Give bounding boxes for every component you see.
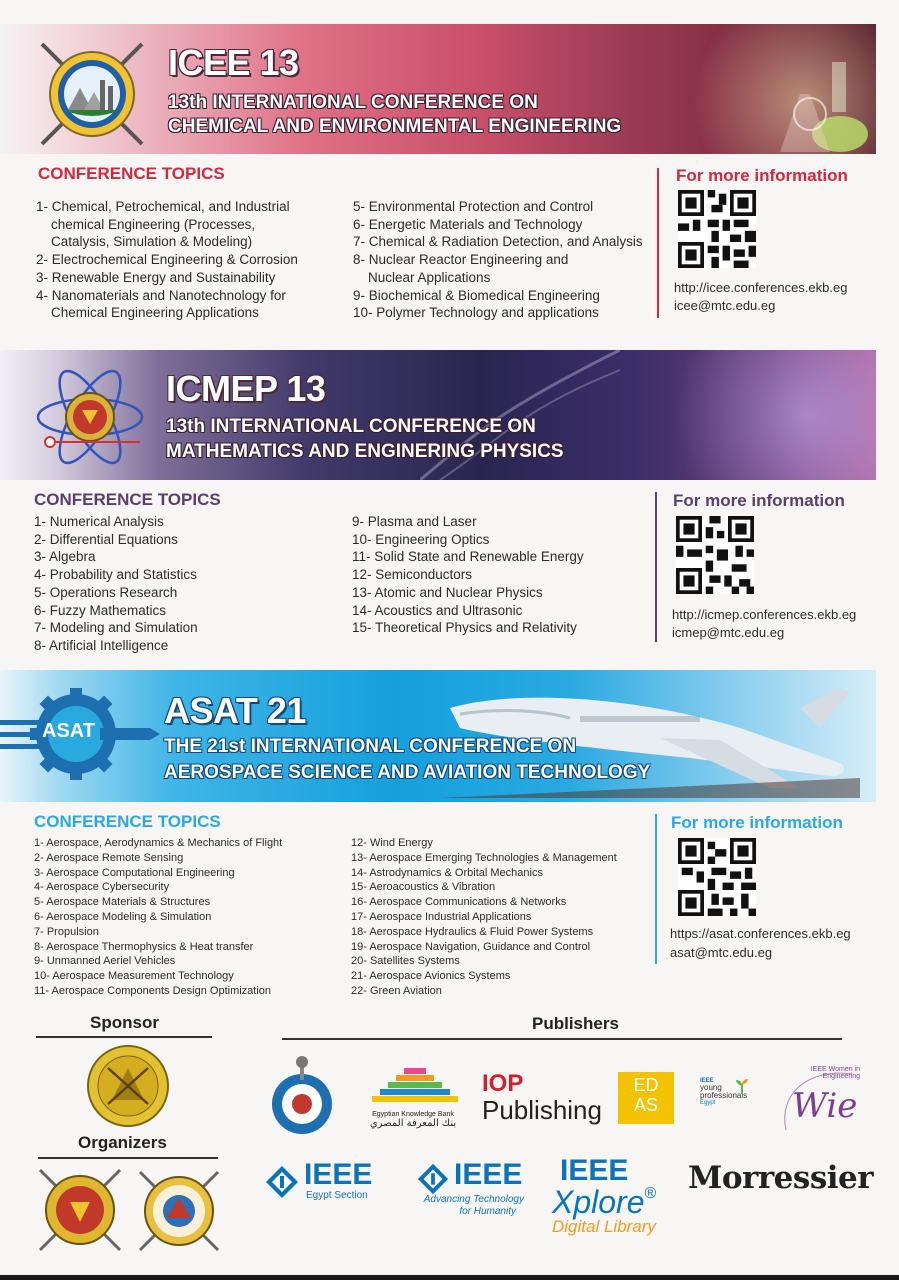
flask-icon — [770, 44, 870, 154]
icee-qr-code-icon — [678, 190, 756, 268]
xplore-word: Xplore — [552, 1184, 645, 1220]
wie-logo-text: Wie — [792, 1086, 858, 1126]
topic-item: chemical Engineering (Processes, — [36, 216, 256, 232]
icee-title-line1: 13th INTERNATIONAL CONFERENCE ON — [168, 92, 538, 113]
icmep-title-line1: 13th INTERNATIONAL CONFERENCE ON — [166, 416, 536, 437]
icee-banner — [0, 24, 876, 154]
topic-item: Catalysis, Simulation & Modeling) — [36, 234, 253, 250]
topic-item: 8- Nuclear Reactor Engineering and — [353, 252, 569, 268]
icee-info-heading: For more information — [676, 166, 848, 185]
sponsor-emblem-icon — [86, 1044, 170, 1128]
asat-email[interactable]: asat@mtc.edu.eg — [670, 945, 773, 960]
topic-item: 4- Aerospace Cybersecurity — [34, 881, 170, 894]
icee-title-line2: CHEMICAL AND ENVIRONMENTAL ENGINEERING — [168, 116, 622, 137]
asat-title-line2: AEROSPACE SCIENCE AND AVIATION TECHNOLOGY — [164, 762, 651, 783]
icmep-topics-right — [352, 513, 584, 637]
icmep-email[interactable]: icmep@mtc.edu.eg — [672, 625, 785, 640]
topic-item: 13- Atomic and Nuclear Physics — [352, 584, 543, 600]
topic-item: 5- Environmental Protection and Control — [353, 199, 594, 214]
topic-item: 3- Aerospace Computational Engineering — [34, 866, 235, 879]
topic-item: 10- Polymer Technology and applications — [353, 305, 599, 321]
asat-qr-code-icon — [678, 838, 756, 916]
topic-item: 8- Aerospace Thermophysics & Heat transfer — [34, 940, 254, 953]
asat-divider — [655, 814, 657, 964]
organizers-underline — [38, 1157, 218, 1159]
icee-topics-section — [0, 160, 899, 345]
topic-item: 22- Green Aviation — [351, 984, 442, 997]
icmep-topics-heading: CONFERENCE TOPICS — [34, 490, 221, 509]
topic-item: 16- Aerospace Communications & Networks — [351, 896, 567, 909]
topic-item: 21- Aerospace Avionics Systems — [351, 970, 511, 983]
icmep-topics-section — [0, 486, 899, 666]
topic-item: 11- Aerospace Components Design Optimization — [34, 984, 272, 997]
atom-emblem-icon — [28, 362, 148, 472]
edas-line1: ED — [633, 1075, 659, 1095]
yp-young: young — [700, 1083, 722, 1092]
topic-item: 3- Renewable Energy and Sustainability — [36, 269, 276, 285]
ieee-young-professionals-logo — [700, 1078, 764, 1106]
topic-item: 5- Operations Research — [34, 584, 178, 600]
edas-logo — [618, 1072, 674, 1124]
icmep-divider — [655, 492, 657, 642]
icmep-info-heading: For more information — [673, 491, 845, 510]
asat-title-line1: THE 21st INTERNATIONAL CONFERENCE ON — [164, 736, 577, 757]
icee-emblem-icon — [34, 36, 150, 152]
topic-item: 9- Biochemical & Biomedical Engineering — [353, 287, 600, 303]
ieee-adv-main: IEEE — [454, 1158, 523, 1191]
topic-item: 9- Unmanned Aeriel Vehicles — [34, 955, 176, 968]
asat-topics-heading: CONFERENCE TOPICS — [34, 812, 221, 831]
topic-item: 1- Numerical Analysis — [34, 514, 164, 529]
topic-item: 6- Aerospace Modeling & Simulation — [34, 910, 212, 923]
topic-item: 10- Aerospace Measurement Technology — [34, 970, 234, 983]
ieee-diamond-icon — [264, 1164, 300, 1200]
icmep-title-line2: MATHEMATICS AND ENGINERING PHYSICS — [166, 441, 564, 462]
organizer-second-emblem-icon — [136, 1168, 222, 1254]
topic-item: Nuclear Applications — [353, 269, 491, 285]
icmep-topics-left — [34, 513, 198, 655]
morressier-text: Morressier — [688, 1160, 874, 1196]
ieee-wie-logo — [778, 1064, 860, 1136]
yp-ieee: IEEE — [700, 1078, 714, 1084]
organizer-mtc-emblem-icon — [36, 1166, 124, 1254]
ieee-adv-sub2: for Humanity — [459, 1206, 516, 1217]
iop-text: IOP — [482, 1070, 524, 1097]
publishers-label: Publishers — [532, 1014, 619, 1033]
asat-info-heading: For more information — [671, 813, 843, 832]
topic-item: 6- Fuzzy Mathematics — [34, 602, 167, 618]
topic-item: 14- Astrodynamics & Orbital Mechanics — [351, 866, 543, 879]
topic-item: 2- Differential Equations — [34, 531, 178, 547]
yp-professionals: professionals — [700, 1091, 748, 1100]
asat-topics-section — [0, 808, 899, 1008]
topic-item: 14- Acoustics and Ultrasonic — [352, 602, 523, 618]
icee-email[interactable]: icee@mtc.edu.eg — [674, 298, 776, 313]
topic-item: Chemical Engineering Applications — [36, 305, 259, 321]
topic-item: 18- Aerospace Hydraulics & Fluid Power Systems — [351, 925, 594, 938]
asat-topics-left — [34, 836, 282, 999]
iop-publishing-logo — [482, 1072, 602, 1125]
yp-egypt: Egypt — [700, 1100, 716, 1106]
icmep-url[interactable]: http://icmep.conferences.ekb.eg — [672, 607, 857, 622]
yp-sprout-icon — [734, 1078, 750, 1094]
asat-banner — [0, 670, 876, 802]
morressier-logo — [688, 1160, 873, 1196]
icmep-qr-code-icon — [676, 516, 754, 594]
asat-url[interactable]: https://asat.conferences.ekb.eg — [670, 926, 851, 941]
asat-logo-text: ASAT — [42, 720, 95, 742]
topic-item: 11- Solid State and Renewable Energy — [352, 549, 584, 565]
icee-acronym: ICEE 13 — [168, 42, 299, 83]
ekb-name-en: Egyptian Knowledge Bank — [372, 1111, 454, 1118]
topic-item: 20- Satellites Systems — [351, 955, 460, 968]
ekb-name-ar: بنك المعرفة المصري — [369, 1118, 457, 1129]
topic-item: 7- Propulsion — [34, 925, 99, 938]
icee-topics-right — [353, 198, 643, 322]
topic-item: 7- Modeling and Simulation — [34, 620, 198, 636]
asat-acronym: ASAT 21 — [164, 690, 306, 731]
iop-publishing-text: Publishing — [482, 1095, 602, 1125]
asat-topics-right — [351, 836, 617, 999]
sponsor-underline — [36, 1036, 212, 1038]
xplore-ieee: IEEE — [560, 1154, 629, 1187]
ieee-diamond-icon-2 — [416, 1162, 450, 1196]
sponsor-label: Sponsor — [90, 1013, 159, 1032]
topic-item: 5- Aerospace Materials & Structures — [34, 896, 211, 909]
topic-item: 1- Aerospace, Aerodynamics & Mechanics of Flight — [34, 837, 283, 849]
organizers-label: Organizers — [78, 1133, 167, 1152]
xplore-digital-library: Digital Library — [552, 1217, 656, 1236]
icmep-acronym: ICMEP 13 — [166, 368, 326, 409]
topic-item: 13- Aerospace Emerging Technologies & Management — [351, 851, 617, 864]
topic-item: 15- Aeroacoustics & Vibration — [351, 881, 496, 894]
topic-item: 17- Aerospace Industrial Applications — [351, 910, 532, 923]
topic-item: 4- Probability and Statistics — [34, 567, 197, 583]
icmep-banner — [0, 350, 876, 480]
ekb-stack-icon — [366, 1062, 460, 1106]
icee-url[interactable]: http://icee.conferences.ekb.eg — [674, 280, 848, 295]
topic-item: 3- Algebra — [34, 549, 96, 565]
topic-item: 12- Wind Energy — [351, 837, 433, 849]
ieee-egypt-sub: Egypt Section — [306, 1190, 368, 1201]
icee-topics-heading: CONFERENCE TOPICS — [38, 164, 225, 183]
ieee-egypt-main: IEEE — [304, 1158, 373, 1191]
topic-item: 7- Chemical & Radiation Detection, and Analysis — [353, 234, 643, 250]
topic-item: 1- Chemical, Petrochemical, and Industrial — [36, 199, 290, 214]
wie-small-text: IEEE Women in Engineering — [810, 1066, 860, 1080]
topic-item: 6- Energetic Materials and Technology — [353, 216, 583, 232]
topic-item: 9- Plasma and Laser — [352, 514, 477, 529]
ieee-adv-sub1: Advancing Technology — [423, 1194, 524, 1205]
icee-divider — [657, 168, 659, 318]
ekb-logo — [366, 1062, 460, 1134]
ieee-xplore-logo — [552, 1156, 678, 1237]
icee-topics-left — [36, 198, 298, 322]
topic-item: 12- Semiconductors — [352, 567, 473, 583]
topic-item: 4- Nanomaterials and Nanotechnology for — [36, 287, 286, 303]
topic-item: 2- Aerospace Remote Sensing — [34, 851, 184, 864]
publishers-underline — [282, 1038, 842, 1040]
edas-line2: AS — [633, 1094, 658, 1115]
research-gear-logo-icon — [266, 1054, 340, 1138]
topic-item: 8- Artificial Intelligence — [34, 637, 169, 653]
topic-item: 19- Aerospace Navigation, Guidance and Control — [351, 940, 591, 953]
xplore-reg: ® — [644, 1185, 657, 1202]
topic-item: 15- Theoretical Physics and Relativity — [352, 620, 577, 636]
topic-item: 2- Electrochemical Engineering & Corrosion — [36, 252, 298, 268]
page-bottom-edge — [0, 1275, 899, 1280]
topic-item: 10- Engineering Optics — [352, 531, 490, 547]
